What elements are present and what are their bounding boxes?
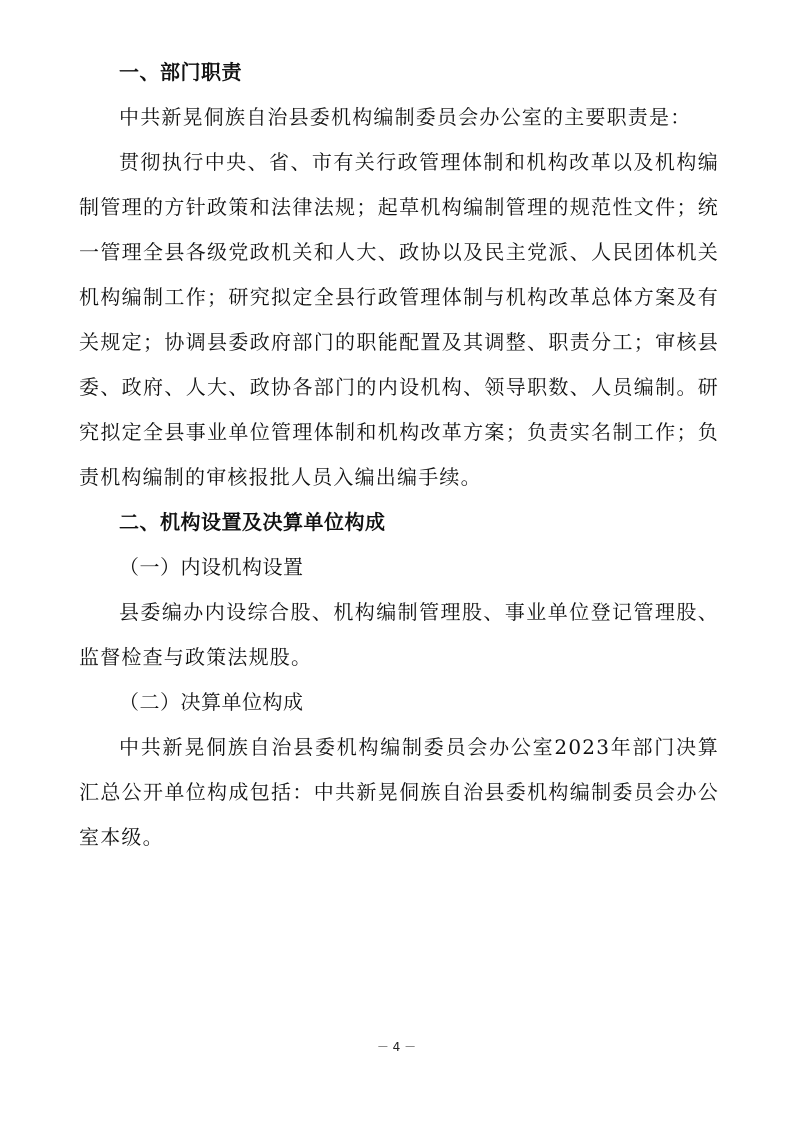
duties-intro: 中共新晃侗族自治县委机构编制委员会办公室的主要职责是： bbox=[119, 105, 692, 129]
accounting-units-body: 中共新晃侗族自治县委机构编制委员会办公室2023年部门决算汇总公开单位构成包括：中共新晃侗族自治县委机构编制委员会办公室本级。 bbox=[79, 735, 719, 849]
subheading-accounting-units: （二）决算单位构成 bbox=[119, 690, 304, 714]
section-heading-structure: 二、机构设置及决算单位构成 bbox=[119, 510, 386, 534]
duties-body: 贯彻执行中央、省、市有关行政管理体制和机构改革以及机构编制管理的方针政策和法律法规；起草机构编制管理的规范性文件；统一管理全县各级党政机关和人大、政协以及民主党派、人民团体机关机构编制工作；研究拟定全县行政管理体制与机构改革总体方案及有关规定；协调县委政府部门的职能配置及其调整、职责分工；审核县委、政府、人大、政协各部门的内设机构、领导职数、人员编制。研究拟定全县事业单位管理体制和机构改革方案；负责实名制工作；负责机构编制的审核报批人员入编出编手续。 bbox=[79, 150, 719, 489]
document-body bbox=[79, 50, 719, 860]
section-heading-duties: 一、部门职责 bbox=[119, 60, 242, 84]
page-number: － 4 － bbox=[376, 1040, 417, 1054]
internal-units-body: 县委编办内设综合股、机构编制管理股、事业单位登记管理股、监督检查与政策法规股。 bbox=[79, 600, 719, 669]
subheading-internal-units: （一）内设机构设置 bbox=[119, 555, 304, 579]
